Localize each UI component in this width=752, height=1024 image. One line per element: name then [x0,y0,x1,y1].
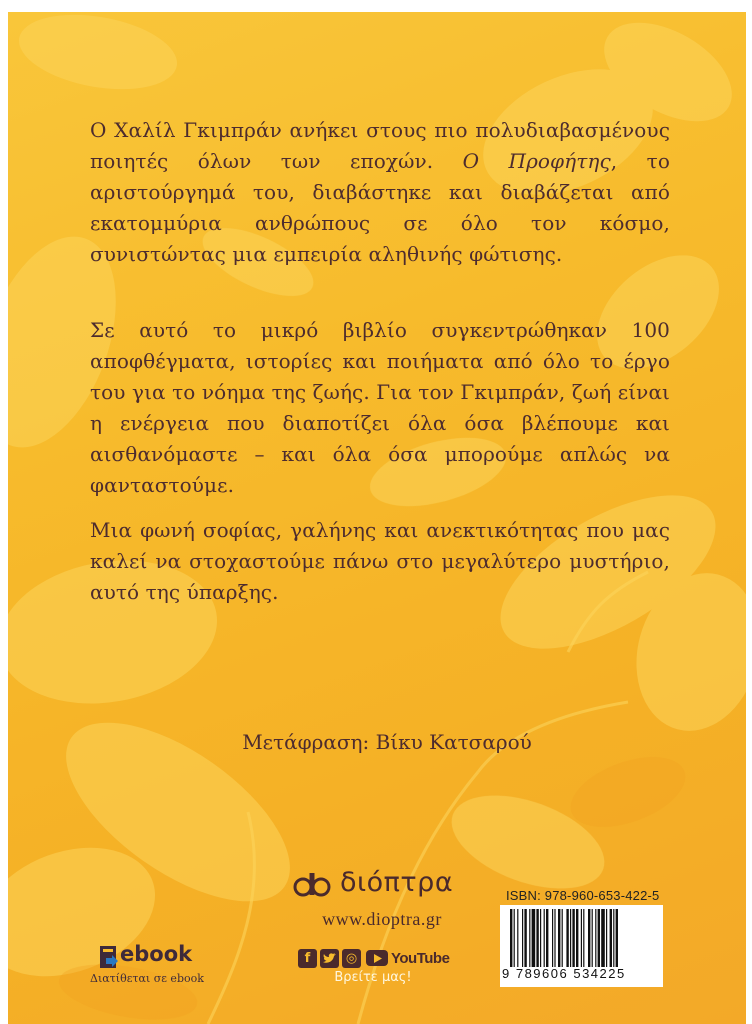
facebook-icon: f [298,949,317,968]
youtube-label: YouTube [391,949,450,967]
translator-credit: Μετάφραση: Βίκυ Κατσαρού [242,730,532,754]
barcode-digits: 9 789606 534225 [502,966,626,981]
publisher-name: διόπτρα [340,867,454,898]
instagram-icon: ◎ [342,949,361,968]
ebook-label: ebook [120,942,193,966]
publisher-website: www.dioptra.gr [322,909,442,929]
youtube-icon [366,950,388,966]
social-links [298,947,449,969]
back-cover [8,12,746,1024]
twitter-icon [320,949,339,968]
ebook-caption: Διατίθεται σε ebook [90,972,204,985]
description-paragraph-1: Ο Χαλίλ Γκιμπράν ανήκει στους πιο πολυδιαβασμένους ποιητές όλων των εποχών. Ο Προφήτης, το αριστούργημά του, διαβάστηκε και διαβάζεται από εκατομμύρια ανθρώπους σε όλο τον κόσμο, συνιστώντας μια εμπειρία αληθινής φώτισης. [90,118,670,266]
barcode [500,905,663,987]
publisher-logo-icon [292,871,334,899]
description-paragraph-2: Σε αυτό το μικρό βιβλίο συγκεντρώθηκαν 100 αποφθέγματα, ιστορίες και ποιήματα από όλο το έργο του για το νόημα της ζωής. Για τον Γκιμπράν, ζωή είναι η ενέργεια που διαποτίζει όλα όσα βλέπουμε και αισθανόμαστε – και όλα όσα μπορούμε απλώς να φανταστούμε. [90,318,670,497]
ebook-badge [90,940,230,990]
ebook-icon [98,944,122,972]
description-paragraph-3: Μια φωνή σοφίας, γαλήνης και ανεκτικότητας που μας καλεί να στοχαστούμε πάνω στο μεγαλύτερο μυστήριο, αυτό της ύπαρξης. [90,518,670,604]
barcode-bars [510,909,658,967]
book-title-mention: Ο Προφήτης [462,149,611,173]
isbn-label: ISBN: 978-960-653-422-5 [506,888,660,903]
publisher-logo [278,867,478,907]
find-us-text: Βρείτε μας! [334,970,412,985]
